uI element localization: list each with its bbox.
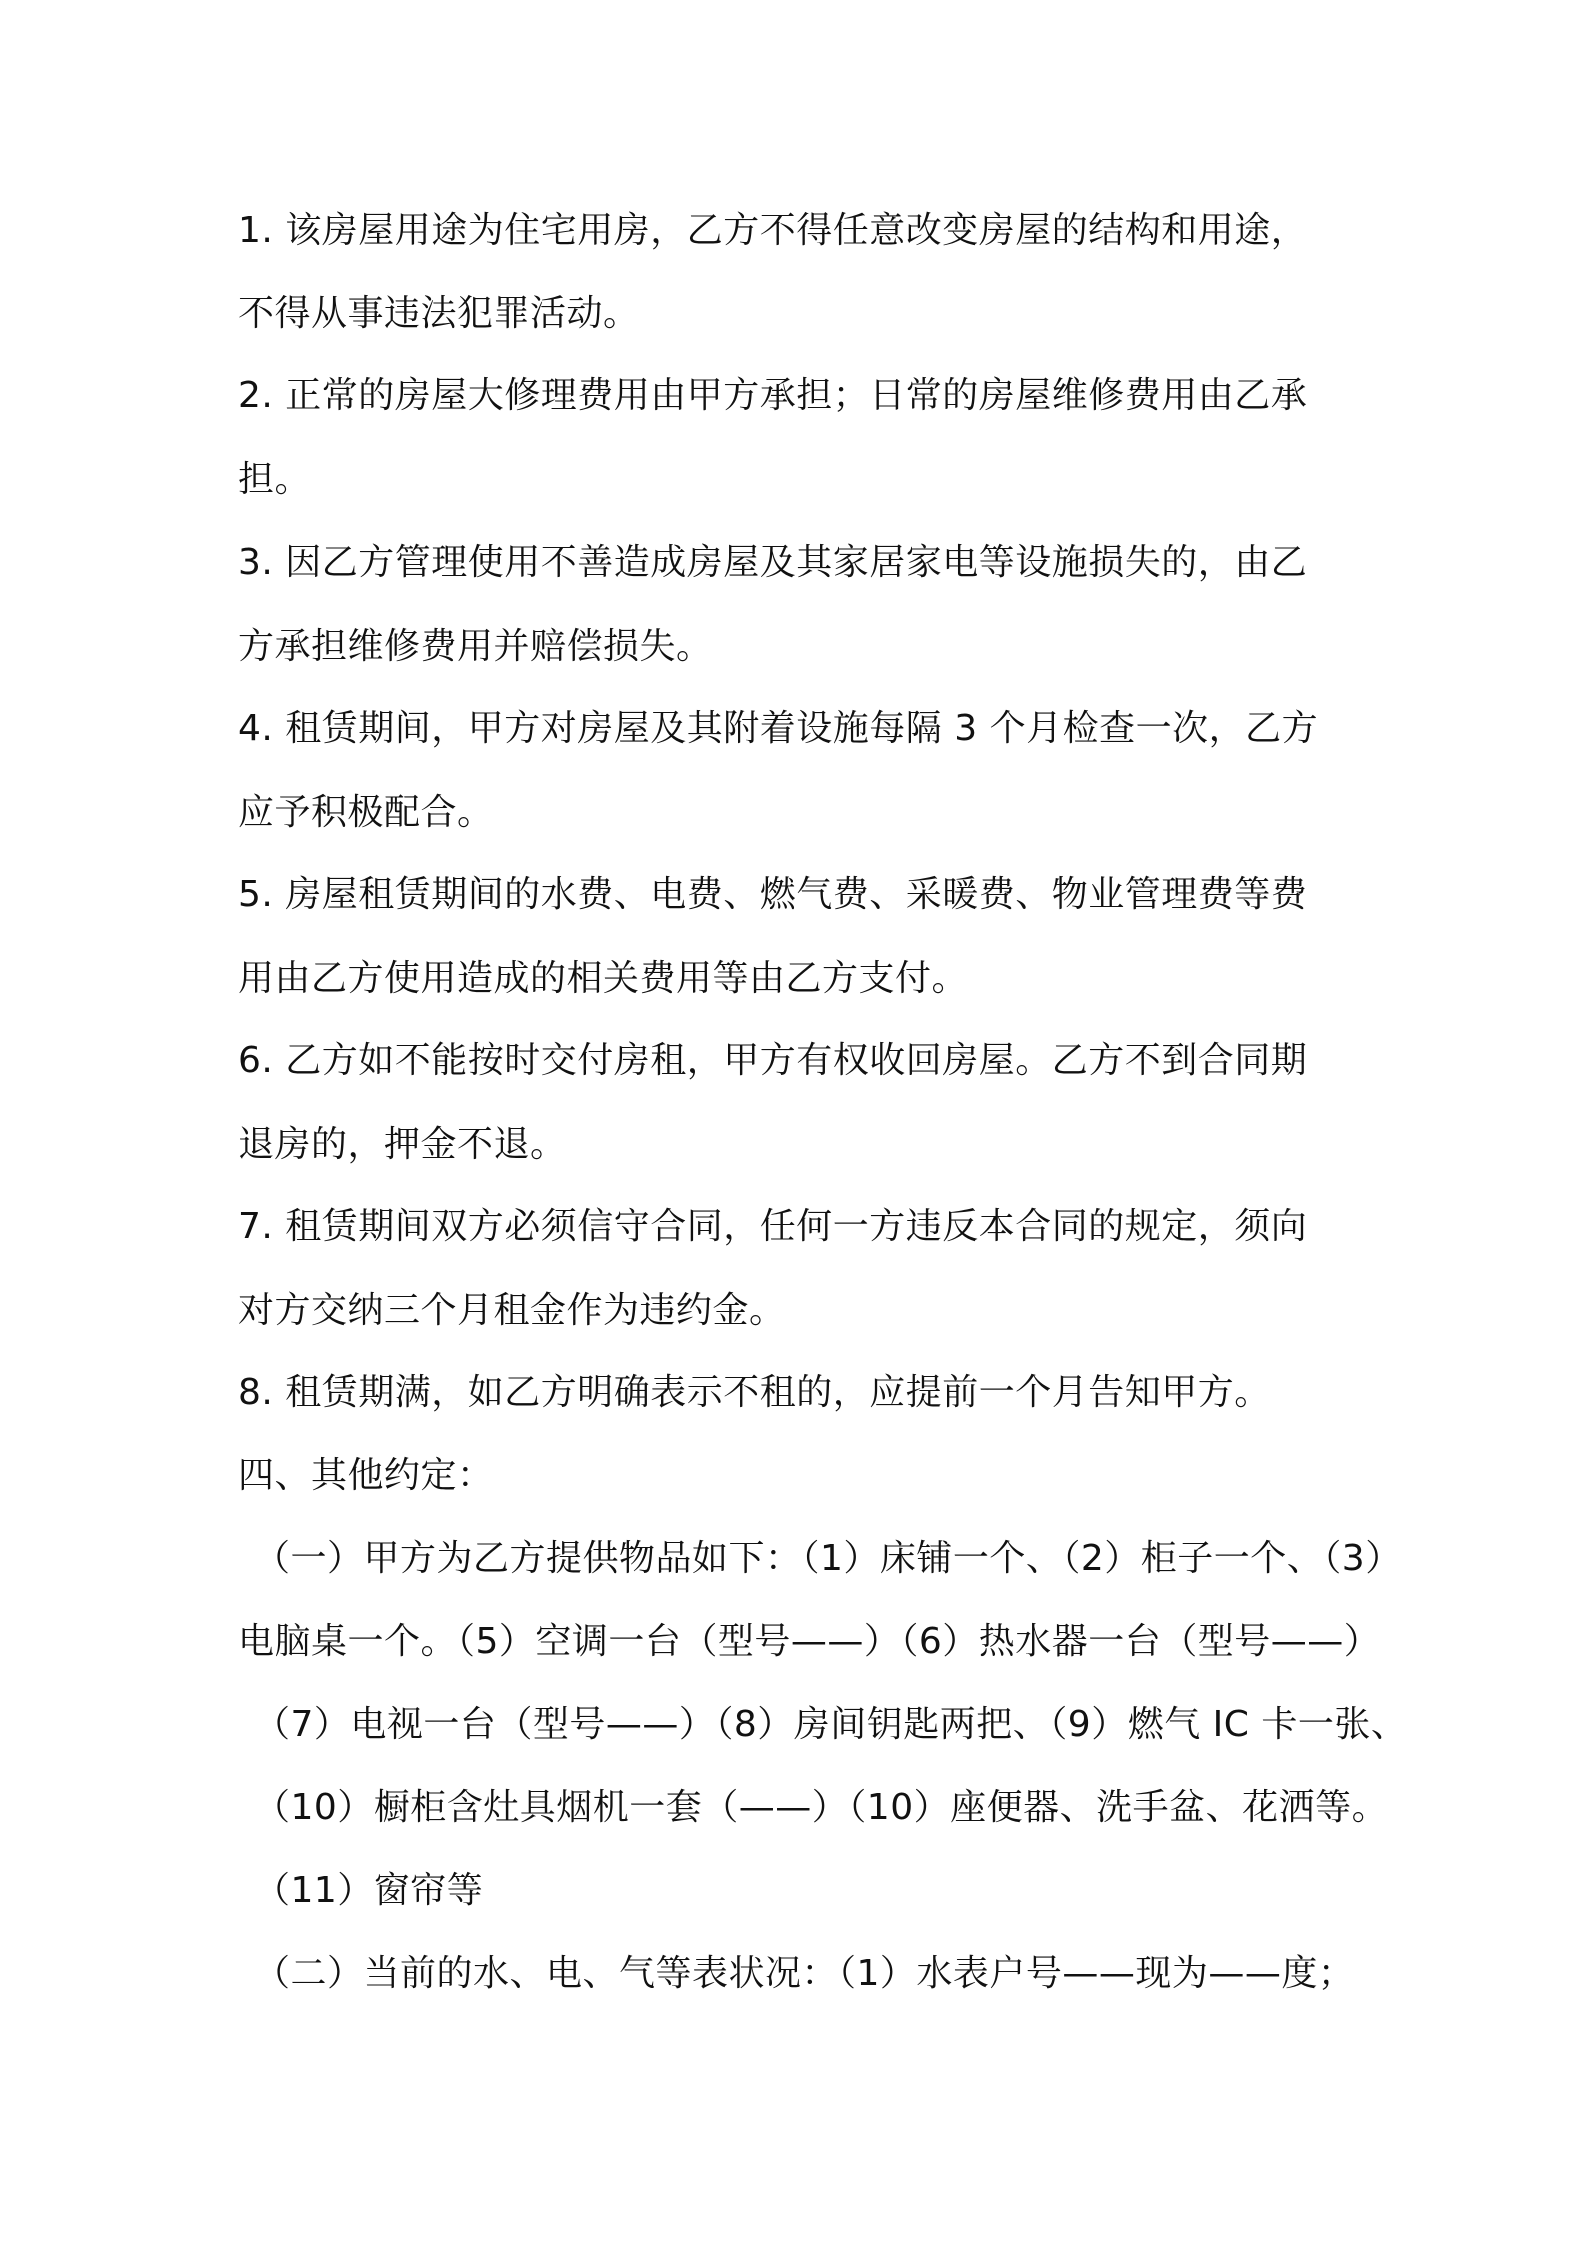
- items-line-5: （11）窗帘等: [254, 1870, 484, 1911]
- clause-7-line-1: 7. 租赁期间双方必须信守合同，任何一方违反本合同的规定，须向: [238, 1206, 1308, 1247]
- clause-6-line-2: 退房的，押金不退。: [238, 1124, 567, 1165]
- clause-4-line-2: 应予积极配合。: [238, 792, 494, 833]
- clause-3-line-2: 方承担维修费用并赔偿损失。: [238, 626, 713, 667]
- section-heading-other: 四、其他约定：: [238, 1455, 494, 1496]
- clause-7-line-2: 对方交纳三个月租金作为违约金。: [238, 1290, 786, 1331]
- clause-1-line-1: 1. 该房屋用途为住宅用房，乙方不得任意改变房屋的结构和用途，: [238, 210, 1308, 251]
- items-line-4: （10）橱柜含灶具烟机一套（——）（10）座便器、洗手盆、花洒等。: [254, 1787, 1389, 1828]
- meter-status-line-1: （二）当前的水、电、气等表状况：（1）水表户号——现为——度；: [254, 1953, 1355, 1994]
- clause-5-line-2: 用由乙方使用造成的相关费用等由乙方支付。: [238, 958, 969, 999]
- clause-6-line-1: 6. 乙方如不能按时交付房租，甲方有权收回房屋。乙方不到合同期: [238, 1040, 1308, 1081]
- clause-5-line-1: 5. 房屋租赁期间的水费、电费、燃气费、采暖费、物业管理费等费: [238, 874, 1308, 915]
- clause-8-line-1: 8. 租赁期满，如乙方明确表示不租的，应提前一个月告知甲方。: [238, 1372, 1271, 1413]
- items-line-2: 电脑桌一个。（5）空调一台（型号——）（6）热水器一台（型号——）: [238, 1621, 1381, 1662]
- clause-3-line-1: 3. 因乙方管理使用不善造成房屋及其家居家电等设施损失的，由乙: [238, 542, 1308, 583]
- items-line-3: （7）电视一台（型号——）（8）房间钥匙两把、（9）燃气 IC 卡一张、: [254, 1704, 1408, 1745]
- clause-2-line-2: 担。: [238, 459, 312, 500]
- clause-2-line-1: 2. 正常的房屋大修理费用由甲方承担；日常的房屋维修费用由乙承: [238, 375, 1308, 416]
- clause-1-line-2: 不得从事违法犯罪活动。: [238, 293, 640, 334]
- clause-4-line-1: 4. 租赁期间，甲方对房屋及其附着设施每隔 3 个月检查一次，乙方: [238, 708, 1319, 749]
- items-line-1: （一）甲方为乙方提供物品如下：（1）床铺一个、（2）柜子一个、（3）: [254, 1538, 1402, 1579]
